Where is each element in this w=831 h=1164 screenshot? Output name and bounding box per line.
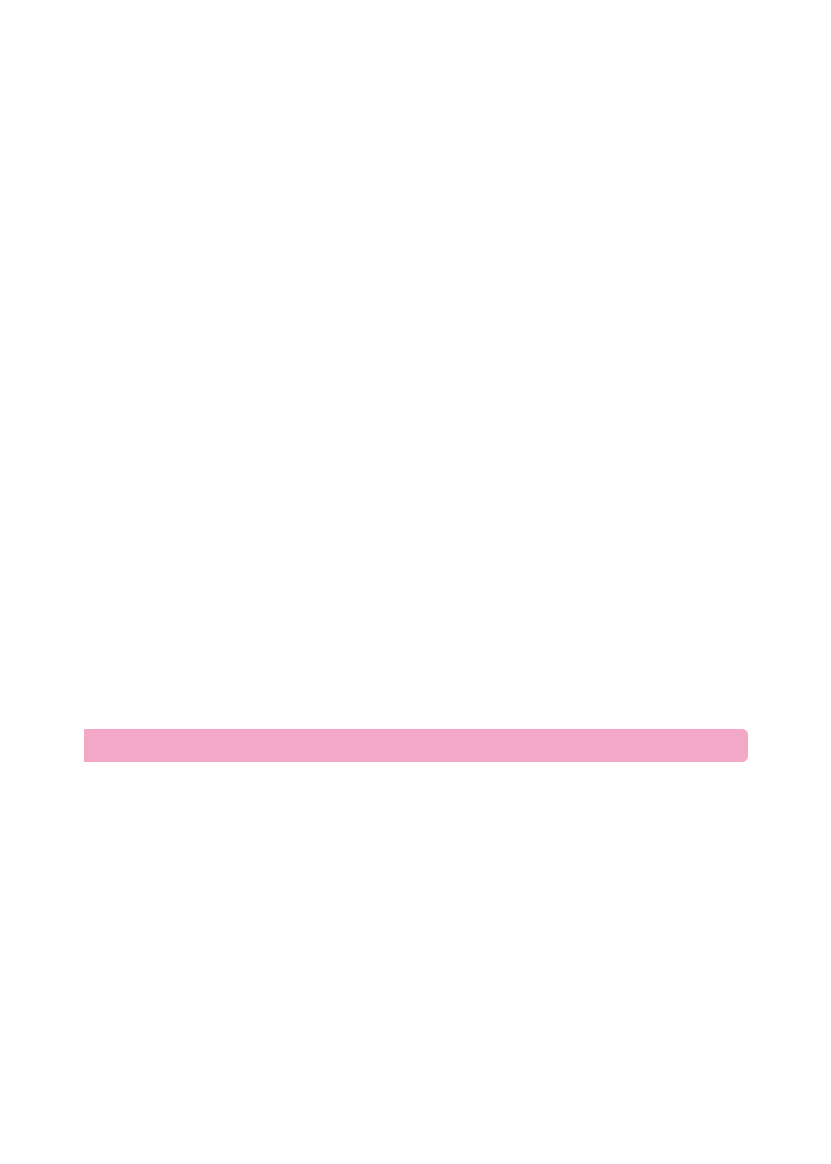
abc-icon bbox=[96, 733, 130, 759]
glossary-section-header bbox=[84, 729, 748, 762]
body-text bbox=[84, 72, 748, 74]
